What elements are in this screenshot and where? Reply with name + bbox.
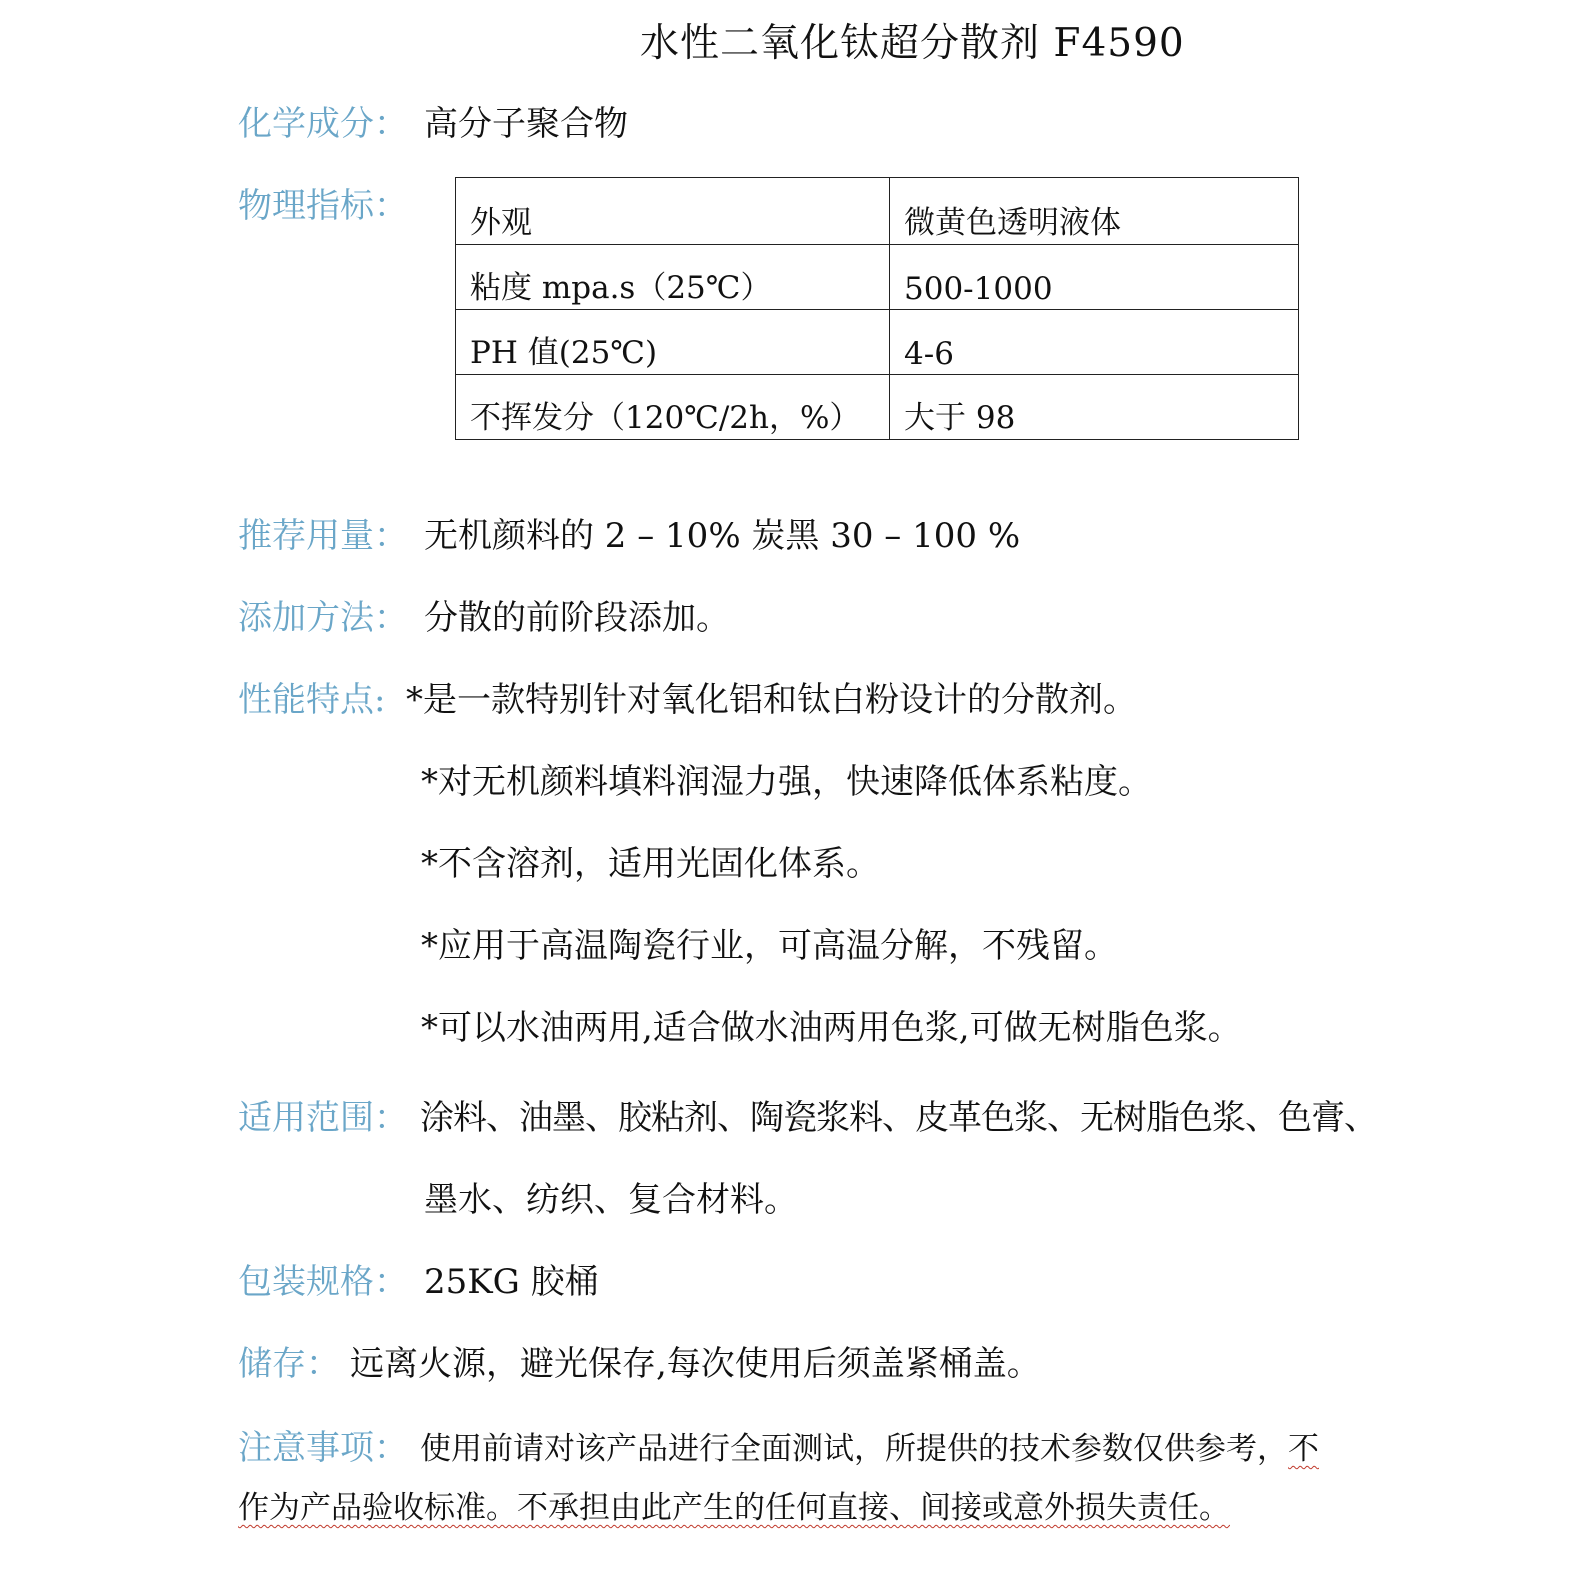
chemical-value: 高分子聚合物	[424, 104, 628, 144]
spec-value: 大于 98	[890, 375, 1299, 440]
chemical-label: 化学成分：	[238, 104, 408, 144]
feature-item: *是一款特别针对氧化铝和钛白粉设计的分散剂。	[406, 680, 1137, 720]
feature-item: *可以水油两用,适合做水油两用色浆,可做无树脂色浆。	[421, 1008, 1242, 1048]
features-label: 性能特点:	[238, 680, 386, 720]
table-row	[456, 310, 1299, 375]
storage-value: 远离火源，避光保存,每次使用后须盖紧桶盖。	[350, 1344, 1041, 1384]
scope-label: 适用范围：	[238, 1098, 408, 1138]
spec-value: 4-6	[890, 310, 1299, 375]
feature-item: *应用于高温陶瓷行业，可高温分解，不残留。	[421, 926, 1118, 966]
packaging-value: 25KG 胶桶	[424, 1262, 599, 1302]
storage-label: 储存：	[238, 1344, 340, 1384]
feature-item: *对无机颜料填料润湿力强，快速降低体系粘度。	[421, 762, 1152, 802]
spec-value: 微黄色透明液体	[890, 178, 1299, 245]
notice-line-1-text: 使用前请对该产品进行全面测试，所提供的技术参数仅供参考，	[420, 1431, 1288, 1467]
notice-line-1-tail: 不	[1288, 1431, 1319, 1467]
document-title: 水性二氧化钛超分散剂 F4590	[640, 21, 1185, 66]
notice-label: 注意事项：	[238, 1428, 408, 1468]
notice-line-2: 作为产品验收标准。不承担由此产生的任何直接、间接或意外损失责任。	[238, 1490, 1230, 1526]
table-row	[456, 245, 1299, 310]
spec-value: 500-1000	[890, 245, 1299, 310]
feature-item: *不含溶剂，适用光固化体系。	[421, 844, 880, 884]
scope-line-1: 涂料、油墨、胶粘剂、陶瓷浆料、皮革色浆、无树脂色浆、色膏、	[420, 1098, 1377, 1138]
packaging-label: 包装规格：	[238, 1262, 408, 1302]
scope-line-2: 墨水、纺织、复合材料。	[424, 1180, 798, 1220]
spec-name: 外观	[456, 178, 890, 245]
spec-name: 粘度 mpa.s（25℃）	[456, 245, 890, 310]
table-row	[456, 375, 1299, 440]
spec-name: 不挥发分（120℃/2h，%）	[456, 375, 890, 440]
table-row	[456, 178, 1299, 245]
dosage-label: 推荐用量：	[238, 516, 408, 556]
physical-label: 物理指标：	[238, 186, 408, 226]
method-label: 添加方法：	[238, 598, 408, 638]
spec-table	[455, 177, 1299, 440]
spec-name: PH 值(25℃)	[456, 310, 890, 375]
notice-line-1	[420, 1423, 1319, 1468]
method-value: 分散的前阶段添加。	[424, 598, 730, 638]
dosage-value: 无机颜料的 2 – 10% 炭黑 30 – 100 %	[424, 516, 1021, 556]
